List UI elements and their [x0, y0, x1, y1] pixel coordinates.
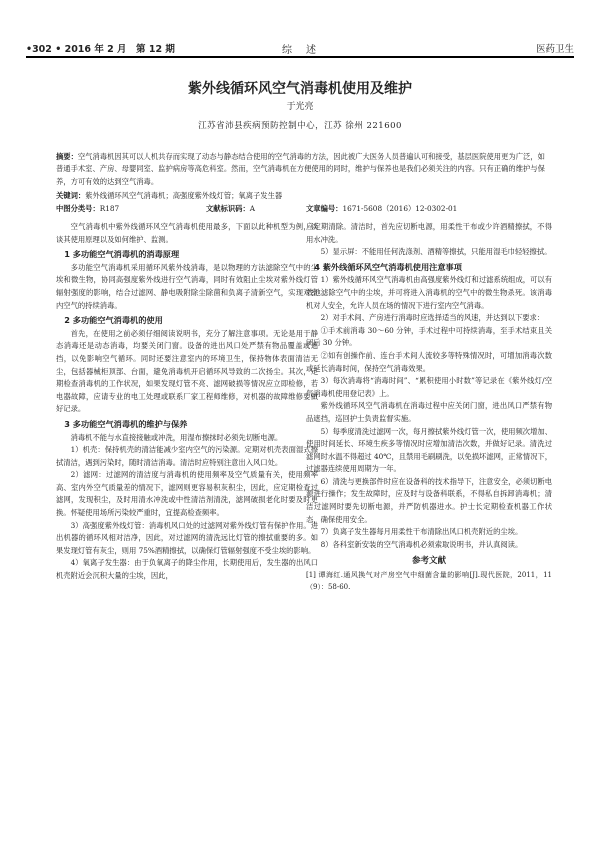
section-label: 综 述 — [282, 45, 318, 56]
keywords — [56, 190, 546, 201]
article-number — [306, 203, 457, 214]
journal-header — [26, 40, 574, 58]
article-author: 于光亮 — [286, 102, 314, 112]
doc-code — [206, 203, 306, 214]
paragraph: 首先，在使用之前必须仔细阅读说明书，充分了解注意事项。无论是用于静态消毒还是动态消毒，均要关闭门窗。设备的进出风口处严禁有物品覆盖或遮挡，以免影响空气循环。同时还要注意室内的环境卫生，保持物体表面清洁无尘，包括器械柜顶部、台面，避免消毒机开启循环风导致的二次扬尘。其次，定期检查消毒机的工作状况，如果发现灯管不亮、滤网破损等情况应立即检修，若电器故障，应请专业的电工处理或联系厂家工程师维修，对机器的故障维修要做好记录。 — [56, 328, 318, 414]
paragraph: 3）每次消毒将“消毒时间”、“累积使用小时数”等记录在《紫外线灯/空气消毒机使用登记表》上。 — [306, 376, 552, 398]
paragraph: 3）高强度紫外线灯管：消毒机风口处的过滤网对紫外线灯管有保护作用。进出机器的循环风相对洁净，因此，对过滤网的清洗远比灯管的擦拭重要的多。如果发现灯管有灰尘，则用 75%酒精擦拭，以确保灯管辐射强度不受尘埃的影响。 — [56, 520, 318, 555]
paragraph: 消毒机不能与水直接接触或冲洗，用湿布擦抹时必须先切断电源。 — [70, 432, 283, 442]
article-number-label: 文章编号： — [306, 204, 343, 213]
abstract — [56, 151, 546, 188]
reference-item: [1] 谭海红.通风换气对产房空气中细菌含量的影响[J].现代医院，2011，11（9）：58-60. — [306, 571, 552, 591]
doc-code-label: 文献标识码： — [206, 204, 250, 213]
keywords-label: 关键词： — [56, 191, 86, 200]
section-heading-1: 1 多功能空气消毒机的消毒原理 — [64, 249, 180, 260]
paragraph: 1）机壳：保持机壳的清洁能减少室内空气的污染源。定期对机壳表面湿式擦拭清洁，遇到污染时，随时清洁消毒。清洁时应特别注意出入风口处。 — [56, 445, 318, 467]
paragraph: 应定期清除。清洁时，首先应切断电源，用柔性干布或少许酒精擦拭，不得用水冲洗。 — [306, 222, 552, 244]
right-column — [306, 221, 552, 593]
article-title: 紫外线循环风空气消毒机使用及维护 — [188, 81, 412, 97]
paragraph: 5）显示屏：不能用任何洗涤剂、酒精等擦拭，只能用湿毛巾轻轻擦拭。 — [320, 247, 552, 257]
paragraph: ①手术前消毒 30～60 分钟，手术过程中可持续消毒，至手术结束且关闭后 30 分钟。 — [306, 325, 552, 348]
journal-issue: •302 • 2016 年 2 月 第 12 期 — [26, 44, 175, 55]
clc-number — [56, 203, 206, 214]
author-affiliation: 江苏省沛县疾病预防控制中心，江苏 徐州 221600 — [198, 121, 402, 131]
clc-label: 中图分类号： — [56, 204, 100, 213]
article-meta — [56, 203, 546, 214]
references-heading: 参考文献 — [411, 556, 446, 567]
paragraph: 2）滤网：过滤网的清洁度与消毒机的使用频率及空气质量有关，使用频率高、室内外空气质量差的情况下，滤网则更容易积灰积尘，因此，应定期检查过滤网，发现积尘，及时用清水冲洗或中性清洁剂清洗，滤网破损老化时要及时更换。怀疑使用场所污染较严重时，宜提高检查频率。 — [56, 470, 318, 518]
left-column — [56, 221, 318, 583]
section-heading-3: 3 多功能空气消毒机的维护与保养 — [64, 418, 188, 429]
abstract-text: 空气消毒机因其可以人机共存而实现了动态与静态结合使用的空气消毒的方法，因此被广大医务人员普遍认可和接受，基层医院使用更为广泛，如普通手术室、产房、母婴同室、监护病房等高危科室。然而，空气消毒机在方便使用的同时，维护与保养也是我们必须关注的内容。只有正确的维护与保养，方可有效的达到空气消毒。 — [56, 152, 545, 186]
section-heading-2: 2 多功能空气消毒机的使用 — [64, 315, 163, 326]
article-number-value: 1671-5608（2016）12-0302-01 — [342, 204, 458, 213]
paragraph: 2）对手术间、产房进行消毒时应选择适当的风速，并达到以下要求： — [320, 313, 545, 323]
paragraph: 4）氧离子发生器：由于负氧离子的降尘作用，长期使用后，发生器的出风口机壳附近会沉积大量的尘埃，因此， — [56, 558, 318, 581]
paragraph: 8）各科室新安装的空气消毒机必须索取说明书，并认真阅读。 — [320, 539, 523, 549]
abstract-label: 摘要： — [56, 152, 78, 161]
paragraph: 多功能空气消毒机采用循环风紫外线消毒，是以物理的方法滤除空气中的尘埃和微生物，协同高强度紫外线进行空气消毒，同时有效阻止尘埃对紫外线灯管辐射强度的影响，结合过滤网、静电吸附除尘除菌和负离子清新空气，实现对室内空气的持续消毒。 — [56, 262, 318, 310]
clc-value: R187 — [99, 204, 120, 213]
paragraph: 6）清洗与更换部件时应在设备科的技术指导下，注意安全，必须切断电源进行操作；发生故障时，应及时与设备科联系，不得私自拆卸消毒机；清洁过滤网时要先切断电源，并严防机器进水。护士长定期检查机器工作状态，确保使用安全。 — [306, 476, 552, 524]
paragraph: 1）紫外线循环风空气消毒机由高强度紫外线灯和过滤系统组成，可以有效地滤除空气中的尘埃，并可将进入消毒机的空气中的微生物杀死。该消毒机对人安全，允许人员在场的情况下进行室内空气消毒。 — [306, 275, 552, 310]
paragraph: 紫外线循环风空气消毒机在消毒过程中应关闭门窗，进出风口严禁有物品遮挡，巡回护士负责监督实施。 — [306, 401, 552, 423]
section-heading-4: 4 紫外线循环风空气消毒机使用注意事项 — [314, 261, 462, 272]
paragraph: ②如有创操作前、连台手术间人流较多等特殊情况时，可增加消毒次数或延长消毒时间，保持空气消毒效果。 — [306, 350, 552, 373]
doc-code-value: A — [249, 204, 256, 213]
keywords-text: 紫外线循环风空气消毒机；高强度紫外线灯管；氧离子发生器 — [85, 191, 283, 200]
paragraph: 5）每季度清洗过滤网一次，每月擦拭紫外线灯管一次，使用频次增加、使用时间延长、环境生疾多等情况时应增加清洁次数，并做好记录。清洗过滤网时水温不得超过 40℃，且禁用毛刷刷洗，以免损坏滤网，正常情况下，过滤器连续使用周期为一年。 — [306, 426, 552, 474]
paragraph: 空气消毒机中紫外线循环风空气消毒机使用最多，下面以此种机型为例，谈谈其使用原理以及如何维护、监测。 — [56, 222, 318, 244]
journal-name: 医药卫生 — [535, 44, 574, 55]
paragraph: 7）负离子发生器每月用柔性干布清除出风口机壳附近的尘埃。 — [320, 527, 523, 537]
